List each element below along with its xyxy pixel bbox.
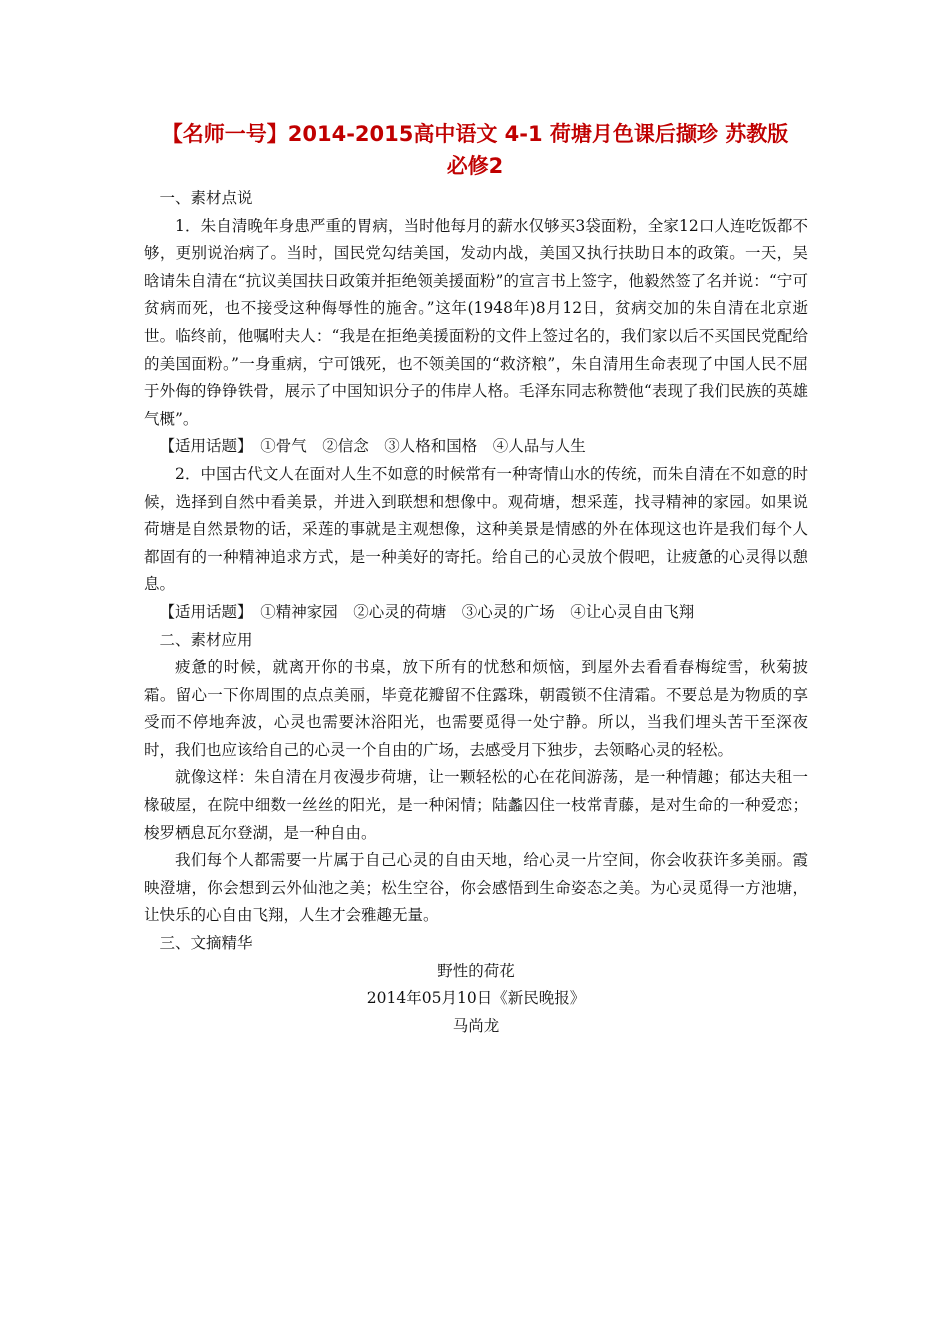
section-heading-1: 一、素材点说 <box>159 189 253 207</box>
title-line-2: 必修2 <box>446 154 504 178</box>
paragraph-3: 疲惫的时候，就离开你的书桌，放下所有的忧愁和烦恼，到屋外去看看春梅绽雪，秋菊披霜。留心一下你周围的点点美丽，毕竟花瓣留不住露珠，朝霞锁不住清霜。不要总是为物质的享受而不停地奔波，心灵也需要沐浴阳光，也需要觅得一处宁静。所以，当我们埋头苦干至深夜时，我们也应该给自己的心灵一个自由的广场，去感受月下独步，去领略心灵的轻松。 <box>144 658 808 759</box>
title-line-1: 【名师一号】2014-2015高中语文 4-1 荷塘月色课后撷珍 苏教版 <box>161 122 789 146</box>
paragraph-1: 1．朱自清晚年身患严重的胃病，当时他每月的薪水仅够买3袋面粉，全家12口人连吃饭都不够，更别说治病了。当时，国民党勾结美国，发动内战，美国又执行扶助日本的政策。一天，吴晗请朱自清在“抗议美国扶日政策并拒绝领美援面粉”的宣言书上签字，他毅然签了名并说：“宁可贫病而死，也不接受这种侮辱性的施舍。”这年(1948年)8月12日，贫病交加的朱自清在北京逝世。临终前，他嘱咐夫人：“我是在拒绝美援面粉的文件上签过名的，我们家以后不买国民党配给的美国面粉。”一身重病，宁可饿死，也不领美国的“救济粮”，朱自清用生命表现了中国人民不屈于外侮的铮铮铁骨，展示了中国知识分子的伟岸人格。毛泽东同志称赞他“表现了我们民族的英雄气概”。 <box>144 216 808 428</box>
document-title <box>130 118 820 182</box>
section-heading-3: 三、文摘精华 <box>159 934 253 953</box>
paragraph-4: 就像这样：朱自清在月夜漫步荷塘，让一颗轻松的心在花间游荡，是一种情趣；郁达夫租一椽破屋，在院中细数一丝丝的阳光，是一种闲情；陆蠡囚住一枝常青藤，是对生命的一种爱恋；梭罗栖息瓦尔登湖，是一种自由。 <box>144 768 808 842</box>
article-source: 2014年05月10日《新民晚报》 <box>366 989 586 1008</box>
applicable-topics-1: 【适用话题】 ①骨气 ②信念 ③人格和国格 ④人品与人生 <box>159 437 586 456</box>
document-body <box>144 185 808 1040</box>
article-title: 野性的荷花 <box>437 961 515 980</box>
article-author: 马尚龙 <box>452 1016 500 1035</box>
applicable-topics-2: 【适用话题】 ①精神家园 ②心灵的荷塘 ③心灵的广场 ④让心灵自由飞翔 <box>159 602 695 621</box>
paragraph-5: 我们每个人都需要一片属于自己心灵的自由天地，给心灵一片空间，你会收获许多美丽。霞映澄塘，你会想到云外仙池之美；松生空谷，你会感悟到生命姿态之美。为心灵觅得一方池塘，让快乐的心自由飞翔，人生才会雅趣无量。 <box>144 851 808 925</box>
paragraph-2: 2．中国古代文人在面对人生不如意的时候常有一种寄情山水的传统，而朱自清在不如意的时候，选择到自然中看美景，并进入到联想和想像中。观荷塘，想采莲，找寻精神的家园。如果说荷塘是自然景物的话，采莲的事就是主观想像，这种美景是情感的外在体现这也许是我们每个人都固有的一种精神追求方式，是一种美好的寄托。给自己的心灵放个假吧，让疲惫的心灵得以憩息。 <box>144 464 808 594</box>
section-heading-2: 二、素材应用 <box>159 630 253 649</box>
